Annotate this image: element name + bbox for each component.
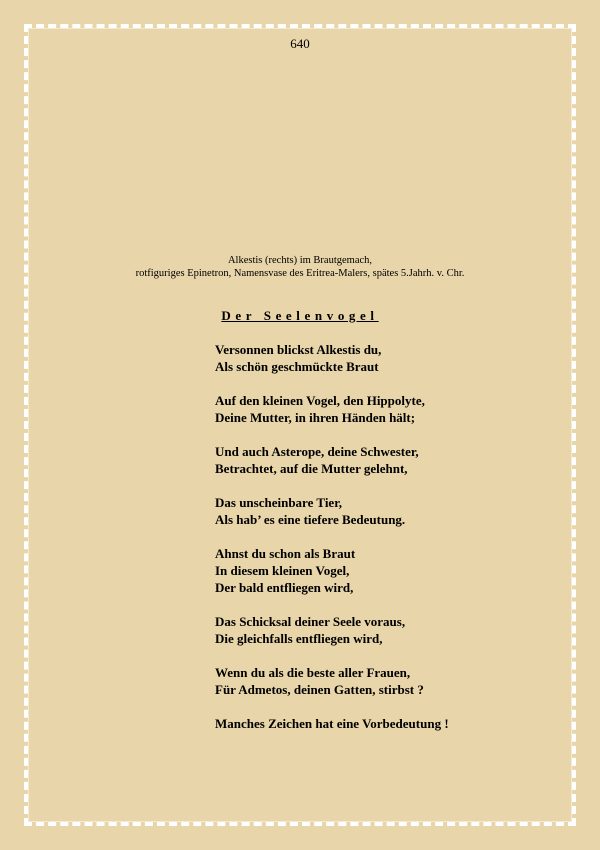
poem-stanza [215, 341, 449, 375]
poem-stanza [215, 715, 449, 732]
poem-line: Manches Zeichen hat eine Vorbedeutung ! [215, 716, 449, 731]
poem-line: Als hab’ es eine tiefere Bedeutung. [215, 512, 406, 527]
poem-line: Betrachtet, auf die Mutter gelehnt, [215, 461, 408, 476]
poem-line: In diesem kleinen Vogel, [215, 563, 350, 578]
poem-title: Der Seelenvogel [221, 308, 379, 323]
caption-line: Alkestis (rechts) im Brautgemach, [227, 255, 373, 266]
poem-line: Versonnen blickst Alkestis du, [215, 342, 382, 357]
poem-stanza [215, 443, 449, 477]
poem-line: Die gleichfalls entfliegen wird, [215, 631, 383, 646]
poem-line: Das Schicksal deiner Seele voraus, [215, 614, 406, 629]
poem-line: Deine Mutter, in ihren Händen hält; [215, 410, 416, 425]
poem-line: Für Admetos, deinen Gatten, stirbst ? [215, 682, 424, 697]
poem-line: Wenn du als die beste aller Frauen, [215, 665, 411, 680]
image-caption [0, 254, 600, 280]
poem-body [215, 341, 449, 749]
poem-line: Das unscheinbare Tier, [215, 495, 343, 510]
poem-line: Auf den kleinen Vogel, den Hippolyte, [215, 393, 425, 408]
poem-stanza [215, 664, 449, 698]
poem-stanza [215, 392, 449, 426]
poem-stanza [215, 545, 449, 596]
poem-line: Ahnst du schon als Braut [215, 546, 356, 561]
caption-line: rotfiguriges Epinetron, Namensvase des Eritrea-Malers, spätes 5.Jahrh. v. Chr. [135, 268, 465, 279]
poem-line: Als schön geschmückte Braut [215, 359, 379, 374]
poem-line: Und auch Asterope, deine Schwester, [215, 444, 419, 459]
poem-line: Der bald entfliegen wird, [215, 580, 354, 595]
poem-stanza [215, 613, 449, 647]
poem-stanza [215, 494, 449, 528]
page-number: 640 [290, 36, 310, 51]
